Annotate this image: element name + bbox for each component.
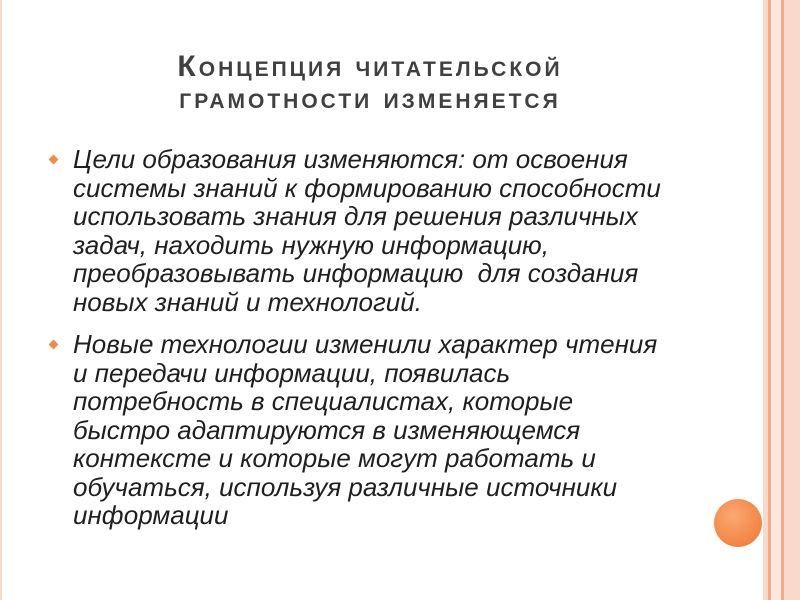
bullet-text-line: использовать знания для решения различных xyxy=(73,201,638,231)
bullet-text-line: системы знаний к формированию способности xyxy=(73,172,661,203)
slide-title-line: Концепция читательской xyxy=(177,50,563,83)
diamond-bullet-icon xyxy=(49,155,59,165)
diamond-bullet-icon xyxy=(49,340,59,350)
bullet-text-line: и передачи информации, появилась xyxy=(73,357,511,388)
bullet-text-line: Новые технологии изменили характер чтения xyxy=(73,329,658,359)
bullet-item-2 xyxy=(73,330,657,530)
bullet-text-line: новых знаний и технологий. xyxy=(73,286,422,317)
orange-circle-decoration xyxy=(714,499,762,547)
bullet-text-line: задач, находить нужную информацию, xyxy=(73,229,549,260)
border-stripe xyxy=(771,0,781,600)
slide-title-line: грамотности изменяется xyxy=(179,82,561,115)
bullet-text-line: потребность в специалистах, которые xyxy=(73,386,574,416)
bullet-text-line: обучаться, используя различные источники xyxy=(73,471,618,502)
bullet-text-line: быстро адаптируются в изменяющемся xyxy=(73,414,581,445)
bullet-item-1 xyxy=(73,145,661,316)
slide-title xyxy=(60,51,680,115)
bullet-text-line: Цели образования изменяются: от освоения xyxy=(73,144,628,174)
bullet-text-line: информации xyxy=(73,500,229,530)
bullet-text-line: контексте и которые могут работать и xyxy=(73,443,596,473)
border-stripe xyxy=(784,0,800,600)
left-border-line xyxy=(0,0,2,600)
right-border-stripes xyxy=(763,0,800,600)
bullet-text-line: преобразовывать информацию для создания xyxy=(73,258,639,288)
